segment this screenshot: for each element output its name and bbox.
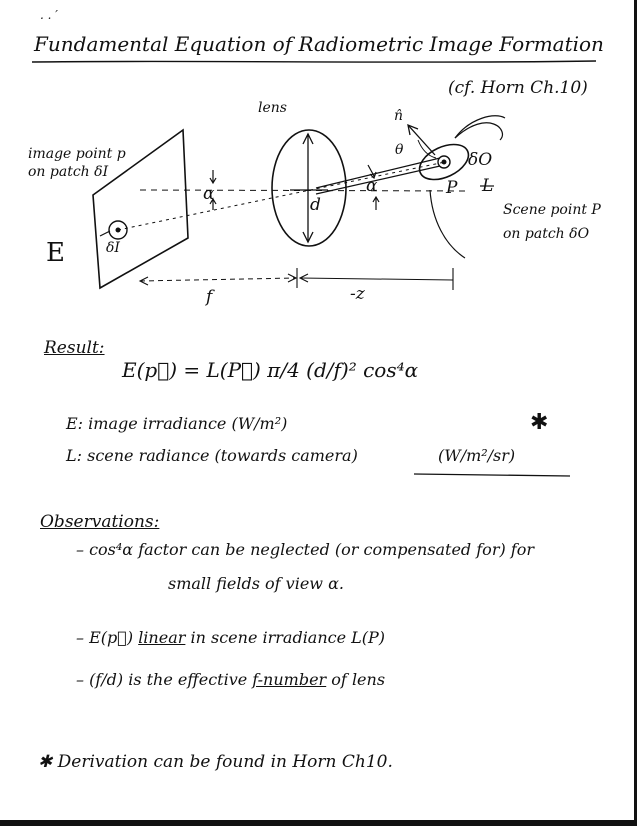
focal-f-label: f	[206, 287, 213, 307]
page-title: Fundamental Equation of Radiometric Image Formation	[34, 32, 604, 56]
radiance-units: (W/m²/sr)	[438, 446, 516, 465]
observation-2-rest: in scene irradiance L(P)	[190, 628, 386, 647]
footnote: ✱ Derivation can be found in Horn Ch10.	[38, 752, 393, 772]
radiance-L-label: L	[482, 176, 494, 196]
observation-3-rest: of lens	[331, 670, 386, 689]
observations-heading: Observations:	[40, 512, 160, 532]
definition-L: L: scene radiance (towards camera)	[66, 446, 358, 465]
irradiance-E-label: E	[46, 238, 65, 268]
observation-3-keyword: f-number	[252, 670, 327, 689]
normal-label: n̂	[394, 108, 404, 124]
observation-1-line-1: – cos⁴α factor can be neglected (or compensated for) for	[76, 540, 534, 559]
diameter-d-label: d	[310, 195, 321, 215]
observation-3	[76, 670, 385, 689]
point-p-label: P	[446, 178, 458, 198]
scene-point-label: Scene point P	[503, 202, 601, 218]
theta-label: θ	[395, 142, 404, 158]
result-heading: Result:	[44, 338, 105, 358]
observation-2	[76, 628, 385, 647]
image-point-label: image point p	[28, 146, 126, 162]
scan-edge-bottom	[0, 820, 637, 826]
delta-i-label: δI	[106, 240, 120, 256]
alpha-right-label: α	[366, 176, 378, 196]
reference-note: (cf. Horn Ch.10)	[448, 78, 588, 98]
lens-label: lens	[258, 100, 287, 116]
depth-z-label: -z	[350, 284, 365, 304]
corner-marks: . . ′	[40, 8, 58, 22]
image-patch-label: on patch δI	[28, 164, 109, 180]
delta-o-label: δO	[468, 150, 493, 170]
alpha-left-label: α	[203, 184, 215, 204]
asterisk-mark: ✱	[530, 410, 549, 435]
radiometric-equation: E(p⃗) = L(P⃗) π/4 (d/f)² cos⁴α	[122, 358, 419, 382]
observation-3-prefix: – (f/d) is the effective	[76, 670, 248, 689]
observation-1-line-2: small fields of view α.	[168, 574, 344, 593]
scene-patch-label: on patch δO	[503, 226, 590, 242]
observation-2-keyword: linear	[138, 628, 186, 647]
observation-2-prefix: – E(p⃗)	[76, 628, 134, 647]
definition-E: E: image irradiance (W/m²)	[66, 414, 288, 433]
